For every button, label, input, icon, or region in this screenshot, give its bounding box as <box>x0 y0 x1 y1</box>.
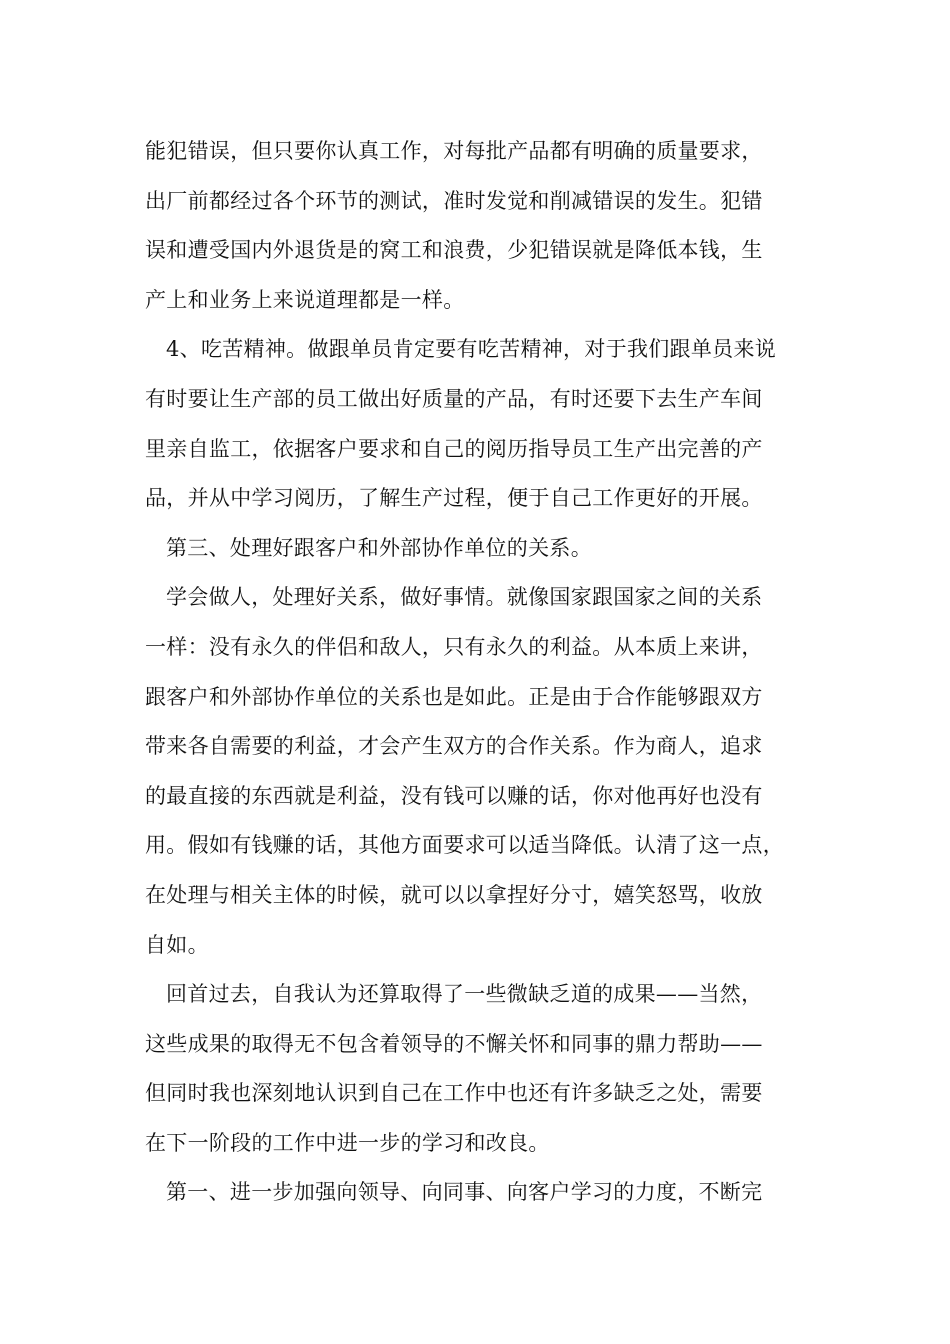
text-line-11: 一样：没有永久的伴侣和敌人，只有永久的利益。从本质上来讲， <box>145 634 763 659</box>
text-line-18: 回首过去，自我认为还算取得了一些微缺乏道的成果——当然， <box>166 982 763 1007</box>
text-line-10: 学会做人，处理好关系，做好事情。就像国家跟国家之间的关系 <box>166 585 763 610</box>
text-line-16: 在处理与相关主体的时候，就可以以拿捏好分寸，嬉笑怒骂，收放 <box>145 882 763 907</box>
text-line-22: 第一、进一步加强向领导、向同事、向客户学习的力度，不断完 <box>166 1180 763 1205</box>
text-line-2: 出厂前都经过各个环节的测试，准时发觉和削减错误的发生。犯错 <box>145 188 763 213</box>
text-line-4: 产上和业务上来说道理都是一样。 <box>145 287 465 312</box>
text-line-7: 里亲自监工，依据客户要求和自己的阅历指导员工生产出完善的产 <box>145 436 763 461</box>
text-line-14: 的最直接的东西就是利益，没有钱可以赚的话，你对他再好也没有 <box>145 783 763 808</box>
document-body <box>145 127 815 1218</box>
text-line-1: 能犯错误，但只要你认真工作，对每批产品都有明确的质量要求， <box>145 139 763 163</box>
text-line-21: 在下一阶段的工作中进一步的学习和改良。 <box>145 1130 550 1155</box>
text-line-12: 跟客户和外部协作单位的关系也是如此。正是由于合作能够跟双方 <box>145 684 763 709</box>
text-line-20: 但同时我也深刻地认识到自己在工作中也还有许多缺乏之处，需要 <box>145 1081 763 1106</box>
text-line-17: 自如。 <box>145 932 209 957</box>
text-line-3: 误和遭受国内外退货是的窝工和浪费，少犯错误就是降低本钱，生 <box>145 238 763 263</box>
text-line-5: 4、吃苦精神。做跟单员肯定要有吃苦精神，对于我们跟单员来说 <box>166 337 777 362</box>
text-line-8: 品，并从中学习阅历，了解生产过程，便于自己工作更好的开展。 <box>145 486 763 511</box>
section-heading-3: 第三、处理好跟客户和外部协作单位的关系。 <box>166 535 592 560</box>
text-line-19: 这些成果的取得无不包含着领导的不懈关怀和同事的鼎力帮助—— <box>145 1031 763 1056</box>
text-line-13: 带来各自需要的利益，才会产生双方的合作关系。作为商人，追求 <box>145 734 763 759</box>
text-line-15: 用。假如有钱赚的话，其他方面要求可以适当降低。认清了这一点， <box>145 833 784 858</box>
text-line-6: 有时要让生产部的员工做出好质量的产品，有时还要下去生产车间 <box>145 386 763 411</box>
